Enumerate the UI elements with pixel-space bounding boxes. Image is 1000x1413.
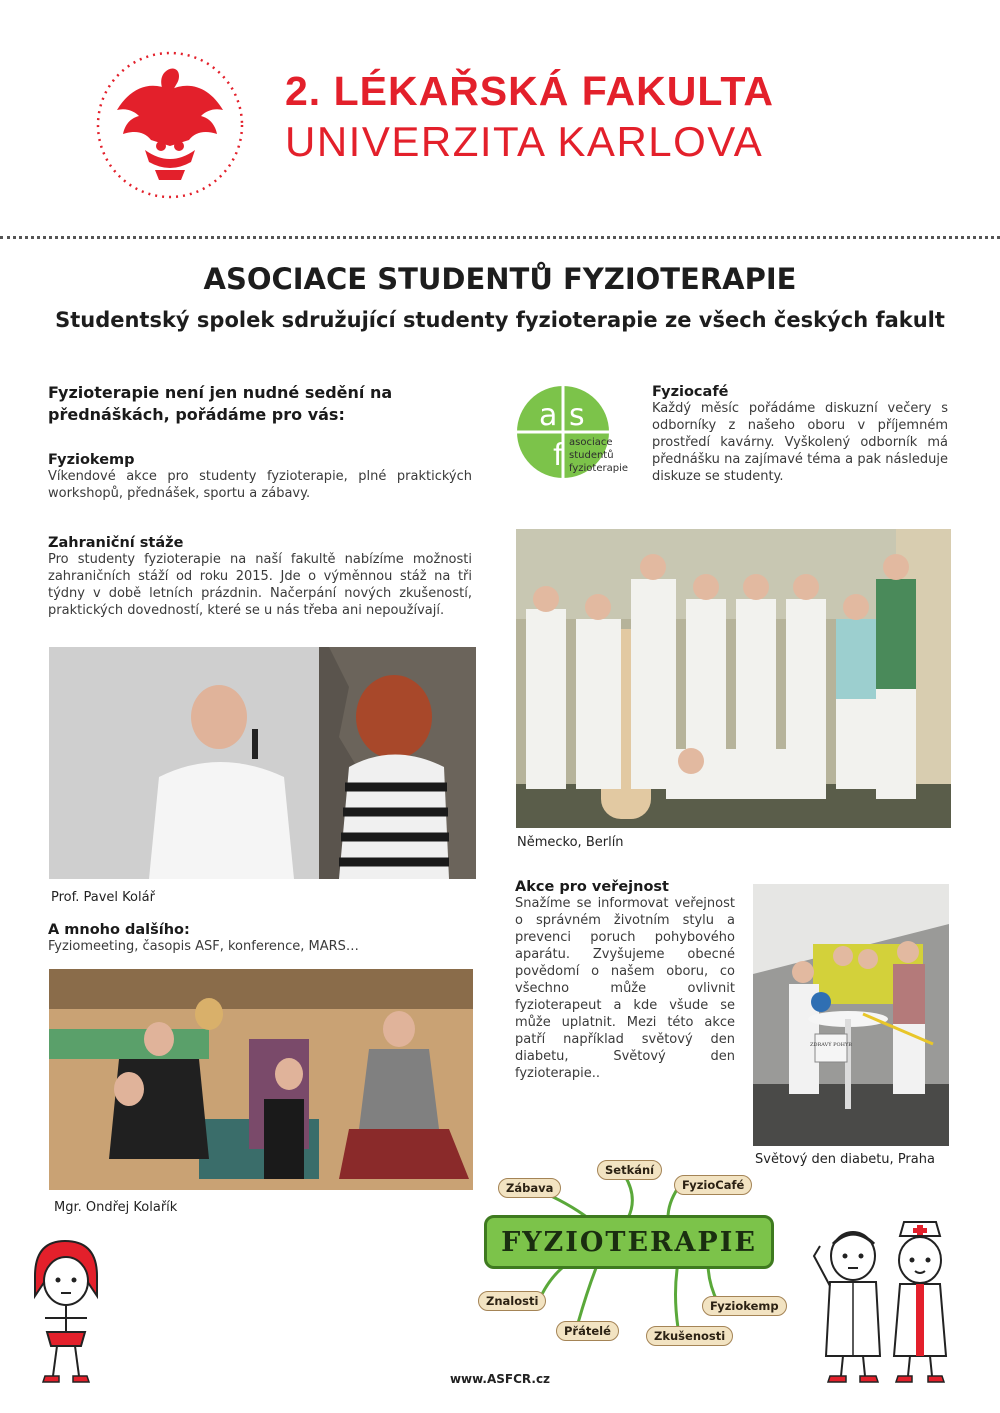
asf-logo-letter-a: a (539, 398, 558, 433)
faculty-name: 2. LÉKAŘSKÁ FAKULTA (285, 68, 774, 114)
section-text: Víkendové akce pro studenty fyzioterapie, plné praktických workshopů, přednášek, sportu a zábavy. (48, 469, 472, 501)
poster-subtitle: Studentský spolek sdružující studenty fyzioterapie ze všech českých fakult (55, 308, 945, 332)
section-fyziocafe (652, 384, 948, 485)
section-verejnost (515, 879, 735, 1082)
section-text: Fyziomeeting, časopis ASF, konference, MARS… (48, 939, 359, 954)
section-text: Snažíme se informovat veřejnost o správném životním stylu a prevenci poruch pohybového aparátu. Zvyšujeme obecné povědomí o našem oboru, co všechno může ovlivnit fyzioterapeut a kde všude se může uplatnit. Mezi této akce patří například světový den diabetu, Světový den fyzioterapie.. (515, 896, 735, 1081)
section-heading: Zahraniční stáže (48, 535, 184, 551)
poster-title: ASOCIACE STUDENTŮ FYZIOTERAPIE (203, 262, 797, 296)
asf-logo-line3: fyzioterapie (569, 463, 628, 474)
section-heading: A mnoho dalšího: (48, 922, 190, 938)
caption-diabetes: Světový den diabetu, Praha (755, 1152, 935, 1167)
asf-logo-line1: asociace (569, 437, 613, 448)
caption-kolarik: Mgr. Ondřej Kolařík (54, 1200, 178, 1215)
caption-berlin: Německo, Berlín (517, 835, 624, 850)
asf-logo (515, 385, 640, 480)
section-staze (48, 535, 472, 619)
caption-kolar: Prof. Pavel Kolář (51, 890, 155, 905)
sign-zdravy-pohyb: ZDRAVÝ POHYB (810, 1042, 852, 1048)
mindmap-tag-znalosti: Znalosti (478, 1291, 546, 1311)
asf-logo-letter-f: f (553, 438, 564, 473)
section-text: Pro studenty fyzioterapie na naší fakultě nabízíme možnosti zahraničních stáží od roku 2015. Jde o výměnnou stáž na tři týdny v době letních prázdnin. Načerpání nových zkušeností, praktických dovedností, které se u nás třeba ani nepoužívají. (48, 552, 472, 618)
mindmap-tag-zkusenosti: Zkušenosti (646, 1326, 733, 1346)
mindmap-tag-fyziocafe: FyzioCafé (674, 1175, 752, 1195)
photo-workshop (49, 969, 473, 1190)
photo-berlin-group (516, 529, 951, 828)
section-heading: Fyziocafé (652, 384, 729, 400)
mindmap-tag-pratele: Přátelé (556, 1321, 619, 1341)
photo-diabetes-day (753, 884, 949, 1146)
mindmap-center: FYZIOTERAPIE (484, 1215, 774, 1269)
mindmap-tag-setkani: Setkání (597, 1160, 662, 1180)
section-heading: Fyziokemp (48, 452, 135, 468)
photo-lecture (49, 647, 476, 879)
intro-heading: Fyzioterapie není jen nudné sedění na přednáškách, pořádáme pro vás: (48, 383, 393, 424)
faculty-pelican-seal (95, 50, 245, 200)
section-fyziokemp (48, 452, 472, 502)
university-name: UNIVERZITA KARLOVA (285, 118, 764, 165)
section-dalsi (48, 922, 472, 955)
asf-logo-line2: studentů (569, 450, 614, 461)
mindmap-tag-fyziokemp: Fyziokemp (702, 1296, 787, 1316)
dotted-divider (0, 236, 1000, 239)
mindmap-tag-zabava: Zábava (498, 1178, 561, 1198)
section-text: Každý měsíc pořádáme diskuzní večery s odborníky z našeho oboru v příjemném prostředí kavárny. Vyškolený odborník má přednášku na zajímavé téma a pak následuje diskuze se studenty. (652, 401, 948, 484)
cartoon-doctor-nurse-illustration (808, 1216, 968, 1386)
section-heading: Akce pro veřejnost (515, 879, 669, 895)
website-url[interactable]: www.ASFCR.cz (449, 1372, 551, 1386)
cartoon-girl-illustration (25, 1236, 105, 1384)
fyzioterapie-mindmap (478, 1158, 798, 1358)
asf-logo-letter-s: s (569, 398, 585, 433)
